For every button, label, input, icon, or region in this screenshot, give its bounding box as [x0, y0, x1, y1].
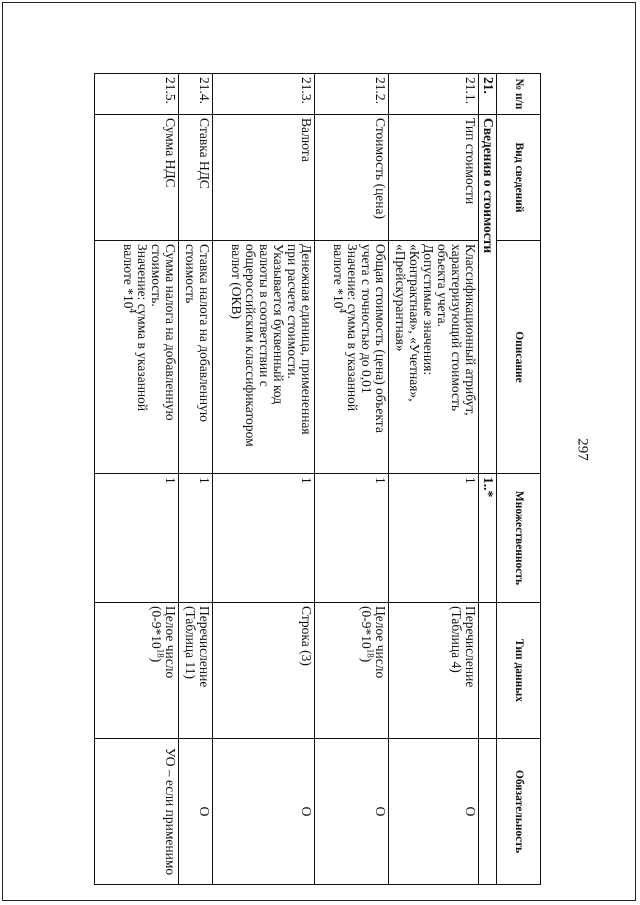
cell-line: [345, 244, 359, 470]
cell-text: общероссийским классификатором: [243, 244, 258, 447]
row-obligation: О: [315, 739, 389, 885]
row-multiplicity: 1: [389, 474, 479, 603]
cell-text: Допустимые значения:: [421, 244, 436, 376]
cell-text-tail: ): [149, 657, 164, 663]
table-body: [95, 74, 497, 885]
cell-text: Перечисление: [463, 606, 478, 688]
row-data-type: [315, 603, 389, 739]
cell-text: (Таблица 11): [183, 606, 198, 679]
table-header-row: [497, 74, 541, 885]
cell-text: объекта учета.: [435, 244, 450, 328]
cell-text: характеризующий стоимость: [449, 244, 464, 412]
cell-text: Классификационный атрибут,: [463, 244, 478, 416]
cell-text: стоимость: [183, 244, 198, 304]
row-multiplicity: 1: [179, 474, 213, 603]
superscript-exponent: 4: [127, 308, 138, 313]
row-multiplicity: 1: [213, 474, 315, 603]
cell-text: Значение: сумма в указанной: [135, 244, 150, 412]
cell-line: [421, 244, 435, 470]
row-multiplicity: 1: [95, 474, 179, 603]
header-data-type: Тип данных: [497, 603, 541, 739]
cell-line: [299, 244, 313, 470]
header-name: Вид сведений: [497, 115, 541, 241]
row-num: 21.2.: [315, 74, 389, 115]
cell-text: валюте *10: [121, 244, 136, 309]
row-obligation: О: [213, 739, 315, 885]
header-num: № п/п: [497, 74, 541, 115]
section-num: 21.: [479, 74, 497, 115]
cell-text: Целое число: [163, 606, 178, 679]
table-row: [389, 74, 479, 885]
cell-line: [373, 244, 387, 470]
table-row: [315, 74, 389, 885]
cell-text: Значение: сумма в указанной: [345, 244, 360, 412]
row-obligation: УО – если применимо: [95, 739, 179, 885]
rotated-table-container: [82, 73, 541, 876]
cell-text: (0-9*10: [359, 606, 374, 649]
cell-line: [449, 606, 463, 735]
row-num: 21.4.: [179, 74, 213, 115]
table-row: [213, 74, 315, 885]
cell-text: Общая стоимость (цена) объекта: [373, 244, 388, 433]
cell-text: Сумма налога на добавленную: [163, 244, 178, 421]
cell-line: [229, 244, 243, 470]
cell-line: [359, 606, 376, 735]
cell-text: «Контрактная», «Учетная»,: [407, 244, 422, 402]
cell-line: [271, 244, 285, 470]
row-name: Тип стоимости: [389, 115, 479, 241]
section-row: [479, 74, 497, 885]
cell-line: [393, 244, 407, 470]
row-name: Сумма НДС: [95, 115, 179, 241]
header-obligation: Обязательность: [497, 739, 541, 885]
cell-text: валют (ОКВ): [229, 244, 244, 319]
cell-line: [299, 606, 313, 735]
cell-line: [285, 244, 299, 470]
row-data-type: [179, 603, 213, 739]
cell-text: стоимость.: [149, 244, 164, 307]
row-description: [315, 241, 389, 474]
row-multiplicity: 1: [315, 474, 389, 603]
row-num: 21.5.: [95, 74, 179, 115]
section-empty-type: [479, 603, 497, 739]
cell-text: валюте *10: [331, 244, 346, 309]
section-title: Сведения о стоимости: [479, 115, 497, 474]
cell-text: Ставка налога на добавленную: [197, 244, 212, 422]
cell-text: Целое число: [373, 606, 388, 679]
section-empty-obligation: [479, 739, 497, 885]
cell-line: [183, 244, 197, 470]
row-data-type: [389, 603, 479, 739]
superscript-exponent: 4: [337, 308, 348, 313]
cell-line: [463, 244, 477, 470]
cell-line: [331, 244, 348, 470]
cell-text: Строка (3): [299, 606, 314, 666]
cell-text-tail: ): [359, 657, 374, 663]
cell-text: Денежная единица, примененная: [299, 244, 314, 435]
row-description: [389, 241, 479, 474]
cell-text: учета с точностью до 0,01: [359, 244, 374, 394]
cell-text: (0-9*10: [149, 606, 164, 649]
cell-line: [435, 244, 449, 470]
cell-text: «Прейскурантная»: [393, 244, 408, 352]
cell-line: [197, 606, 211, 735]
superscript-exponent: 18: [155, 648, 166, 658]
cell-text: Перечисление: [197, 606, 212, 688]
cell-line: [163, 606, 177, 735]
cell-line: [463, 606, 477, 735]
row-description: [179, 241, 213, 474]
row-name: Стоимость (цена): [315, 115, 389, 241]
row-obligation: О: [179, 739, 213, 885]
table-row: [179, 74, 213, 885]
cell-line: [163, 244, 177, 470]
cell-line: [149, 606, 166, 735]
cell-line: [197, 244, 211, 470]
cell-line: [149, 244, 163, 470]
data-table: [94, 73, 541, 885]
cell-line: [449, 244, 463, 470]
superscript-exponent: 18: [365, 648, 376, 658]
cell-line: [121, 244, 138, 470]
row-name: Ставка НДС: [179, 115, 213, 241]
row-description: [213, 241, 315, 474]
row-obligation: О: [389, 739, 479, 885]
cell-line: [243, 244, 257, 470]
table-row: [95, 74, 179, 885]
cell-line: [373, 606, 387, 735]
cell-text: Указывается буквенный код: [271, 244, 286, 405]
cell-line: [135, 244, 149, 470]
cell-text: (Таблица 4): [449, 606, 464, 673]
cell-line: [407, 244, 421, 470]
row-description: [95, 241, 179, 474]
row-name: Валюта: [213, 115, 315, 241]
page-number: 297: [574, 438, 591, 461]
cell-line: [359, 244, 373, 470]
cell-text: при расчете стоимости.: [285, 244, 300, 379]
section-multiplicity: 1..*: [479, 474, 497, 603]
row-data-type: [213, 603, 315, 739]
row-num: 21.3.: [213, 74, 315, 115]
cell-line: [257, 244, 271, 470]
header-description: Описание: [497, 241, 541, 474]
cell-text: валюты в соответствии с: [257, 244, 272, 387]
cell-line: [183, 606, 197, 735]
row-num: 21.1.: [389, 74, 479, 115]
row-data-type: [95, 603, 179, 739]
header-multiplicity: Множественность: [497, 474, 541, 603]
